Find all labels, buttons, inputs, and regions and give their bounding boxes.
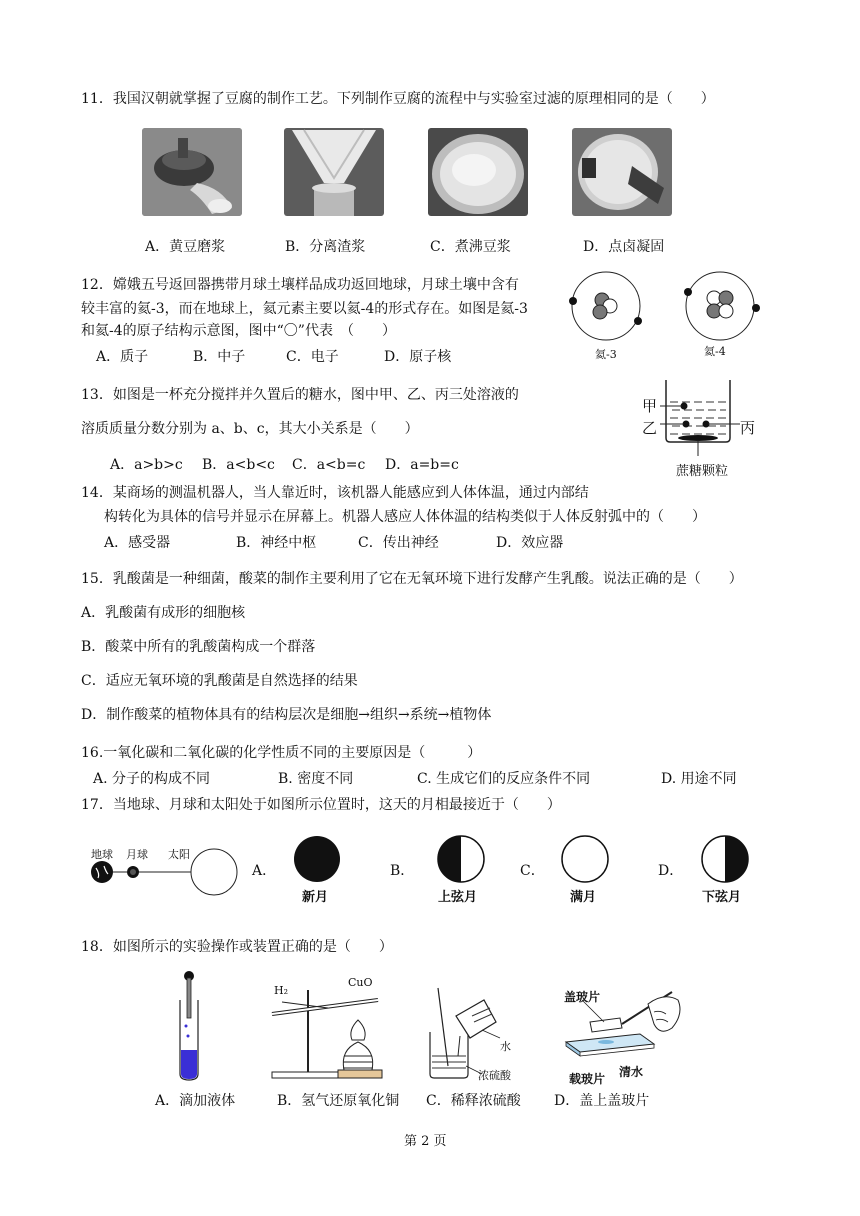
q18-option-a: A．滴加液体	[155, 1093, 236, 1109]
q15-option-c: C．适应无氧环境的乳酸菌是自然选择的结果	[81, 673, 358, 689]
full-moon-icon	[560, 834, 610, 884]
helium4-label: 氦-4	[704, 345, 726, 358]
q12-option-d: D．原子核	[384, 349, 452, 365]
q17-option-a: A．	[252, 863, 277, 879]
q18-option-b: B．氢气还原氧化铜	[277, 1093, 400, 1109]
q12-line-2: 较丰富的氦-3，而在地球上，氦元素主要以氦-4的形式存在。如图是氦-3	[81, 301, 528, 317]
label-bing: 丙	[740, 419, 756, 437]
q16-option-c: C. 生成它们的反应条件不同	[417, 771, 591, 787]
q12-line-3: 和氦-4的原子结构示意图，图中“〇”代表 （ ）	[81, 323, 396, 339]
q17-option-c: C．	[520, 863, 545, 879]
label-concentrated-acid: 浓硫酸	[478, 1069, 511, 1082]
q12-line-1: 12．嫦娥五号返回器携带月球土壤样品成功返回地球，月球土壤中含有	[81, 277, 519, 293]
q15-option-a: A．乳酸菌有成形的细胞核	[81, 605, 246, 621]
new-moon-icon	[292, 834, 342, 884]
label-water: 水	[500, 1040, 511, 1053]
q14-line-2: 构转化为具体的信号并显示在屏幕上。机器人感应人体体温的结构类似于人体反射弧中的（ ）	[104, 509, 706, 525]
q13-line-2: 溶质质量分数分别为 a、b、c，其大小关系是（ ）	[81, 421, 419, 437]
label-earth: 地球	[91, 848, 113, 861]
q14-option-d: D．效应器	[496, 535, 564, 551]
q13-line-1: 13．如图是一杯充分搅拌并久置后的糖水，图中甲、乙、丙三处溶液的	[81, 387, 519, 403]
phase-new-moon-label: 新月	[302, 890, 329, 905]
q12-option-a: A．质子	[96, 349, 149, 365]
phase-full-moon-label: 满月	[570, 890, 597, 905]
filtering-pulp-photo	[284, 128, 384, 216]
q12-option-c: C．电子	[286, 349, 339, 365]
label-moon: 月球	[126, 848, 148, 861]
dropper-test-tube-diagram	[174, 970, 204, 1082]
q17-option-b: B．	[390, 863, 415, 879]
q15-option-d: D．制作酸菜的植物体具有的结构层次是细胞→组织→系统→植物体	[81, 707, 492, 723]
page-number: 第 2 页	[404, 1134, 447, 1149]
label-cuo: CuO	[348, 976, 373, 989]
helium3-atom-diagram	[566, 270, 650, 344]
q13-option-d: D．a=b=c	[385, 457, 459, 473]
phase-first-quarter-label: 上弦月	[438, 890, 478, 905]
q11-stem: 11．我国汉朝就掌握了豆腐的制作工艺。下列制作豆腐的流程中与实验室过滤的原理相同的是（ ）	[81, 91, 715, 107]
q11-option-d: D．点卤凝固	[583, 239, 665, 255]
label-sun: 太阳	[168, 848, 190, 861]
q16-option-b: B. 密度不同	[278, 771, 354, 787]
helium3-label: 氦-3	[595, 348, 617, 361]
q17-stem: 17．当地球、月球和太阳处于如图所示位置时，这天的月相最接近于（ ）	[81, 797, 561, 813]
q13-option-a: A．a>b>c	[110, 457, 183, 473]
q14-option-c: C．传出神经	[358, 535, 439, 551]
first-quarter-moon-icon	[436, 834, 486, 884]
q14-line-1: 14．某商场的测温机器人，当人靠近时，该机器人能感应到人体体温，通过内部结	[81, 485, 589, 501]
q16-stem: 16.一氧化碳和二氧化碳的化学性质不同的主要原因是（ ）	[81, 745, 482, 761]
q11-option-c: C．煮沸豆浆	[430, 239, 511, 255]
last-quarter-moon-icon	[700, 834, 750, 884]
q13-option-c: C．a<b=c	[292, 457, 366, 473]
label-sugar-particles: 蔗糖颗粒	[676, 464, 729, 479]
adding-brine-photo	[572, 128, 672, 216]
q17-option-d: D．	[658, 863, 684, 879]
label-h2: H₂	[274, 984, 289, 997]
q15-option-b: B．酸菜中所有的乳酸菌构成一个群落	[81, 639, 316, 655]
q16-option-a: A. 分子的构成不同	[93, 771, 211, 787]
q16-option-d: D. 用途不同	[661, 771, 737, 787]
label-glass-slide: 载玻片	[569, 1072, 606, 1086]
q13-option-b: B．a<b<c	[202, 457, 275, 473]
soybean-grinding-photo	[142, 128, 242, 216]
q14-option-a: A．感受器	[104, 535, 171, 551]
label-cover-slip: 盖玻片	[564, 990, 601, 1004]
q18-stem: 18．如图所示的实验操作或装置正确的是（ ）	[81, 939, 393, 955]
q11-option-b: B．分离渣浆	[285, 239, 366, 255]
q15-stem: 15．乳酸菌是一种细菌，酸菜的制作主要利用了它在无氧环境下进行发酵产生乳酸。说法正确的是（ ）	[81, 571, 743, 587]
label-jia: 甲	[642, 397, 658, 415]
boiling-soymilk-photo	[428, 128, 528, 216]
phase-last-quarter-label: 下弦月	[702, 890, 742, 905]
label-yi: 乙	[642, 419, 658, 437]
q12-option-b: B．中子	[193, 349, 246, 365]
q14-option-b: B．神经中枢	[236, 535, 317, 551]
sugar-water-beaker-diagram	[660, 376, 740, 456]
q11-option-a: A．黄豆磨浆	[145, 239, 226, 255]
helium4-atom-diagram	[678, 266, 762, 346]
q18-option-d: D．盖上盖玻片	[554, 1093, 650, 1109]
q18-option-c: C．稀释浓硫酸	[426, 1093, 521, 1109]
label-clear-water: 清水	[619, 1065, 644, 1079]
